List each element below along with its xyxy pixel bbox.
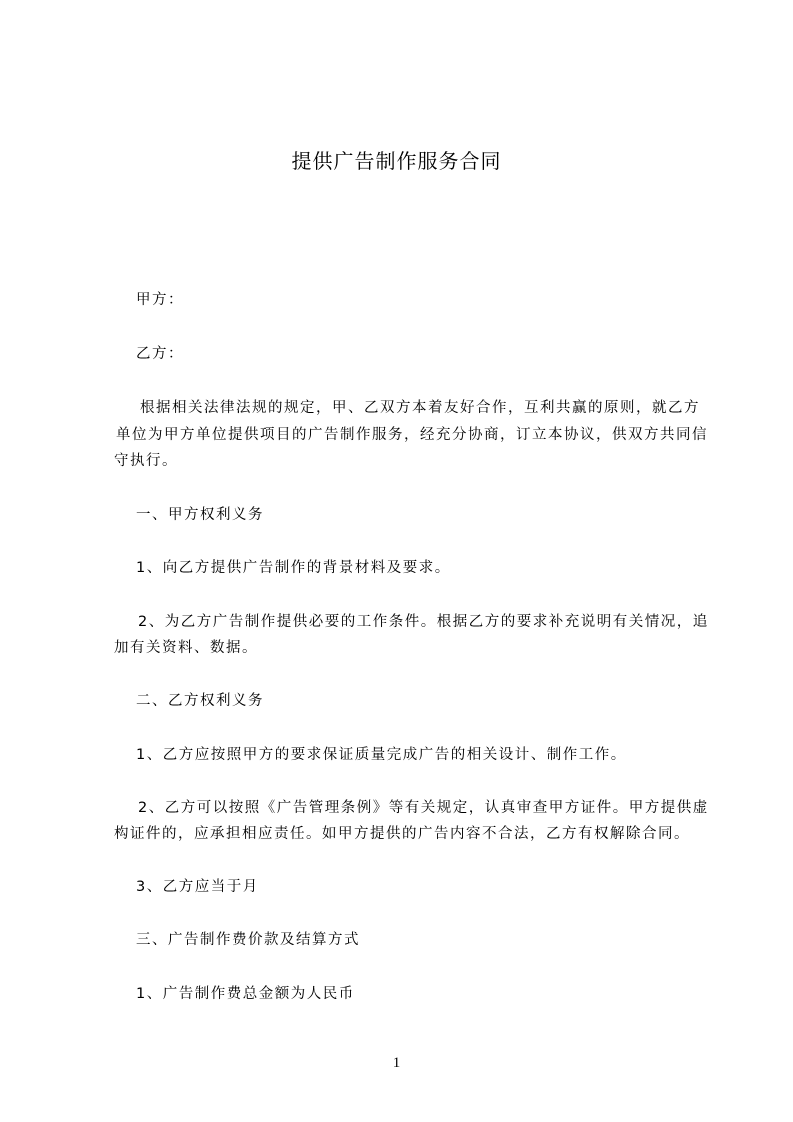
preamble-line: 根据相关法律法规的规定，甲、乙双方本着友好合作，互利共赢的原则，就乙方 [140, 400, 700, 416]
page-number: 1 [392, 1055, 401, 1071]
preamble-line: 单位为甲方单位提供项目的广告制作服务，经充分协商，订立本协议，供双方共同信 [116, 427, 708, 443]
clause: 2、为乙方广告制作提供必要的工作条件。根据乙方的要求补充说明有关情况，追 [138, 614, 709, 630]
clause: 3、乙方应当于月 [136, 879, 259, 895]
section-heading: 三、广告制作费价款及结算方式 [136, 932, 360, 948]
clause: 构证件的，应承担相应责任。如甲方提供的广告内容不合法，乙方有权解除合同。 [114, 826, 690, 842]
section-heading: 一、甲方权利义务 [136, 507, 264, 523]
preamble-line: 守执行。 [114, 453, 178, 469]
party-b-label: 乙方： [136, 346, 184, 362]
party-a-label: 甲方： [136, 292, 184, 308]
document-title: 提供广告制作服务合同 [291, 149, 502, 173]
clause: 加有关资料、数据。 [114, 640, 258, 656]
clause: 2、乙方可以按照《广告管理条例》等有关规定，认真审查甲方证件。甲方提供虚 [138, 800, 709, 816]
clause: 1、乙方应按照甲方的要求保证质量完成广告的相关设计、制作工作。 [136, 747, 627, 763]
clause: 1、向乙方提供广告制作的背景材料及要求。 [136, 560, 451, 576]
section-heading: 二、乙方权利义务 [136, 693, 264, 709]
clause: 1、广告制作费总金额为人民币 [136, 986, 355, 1002]
